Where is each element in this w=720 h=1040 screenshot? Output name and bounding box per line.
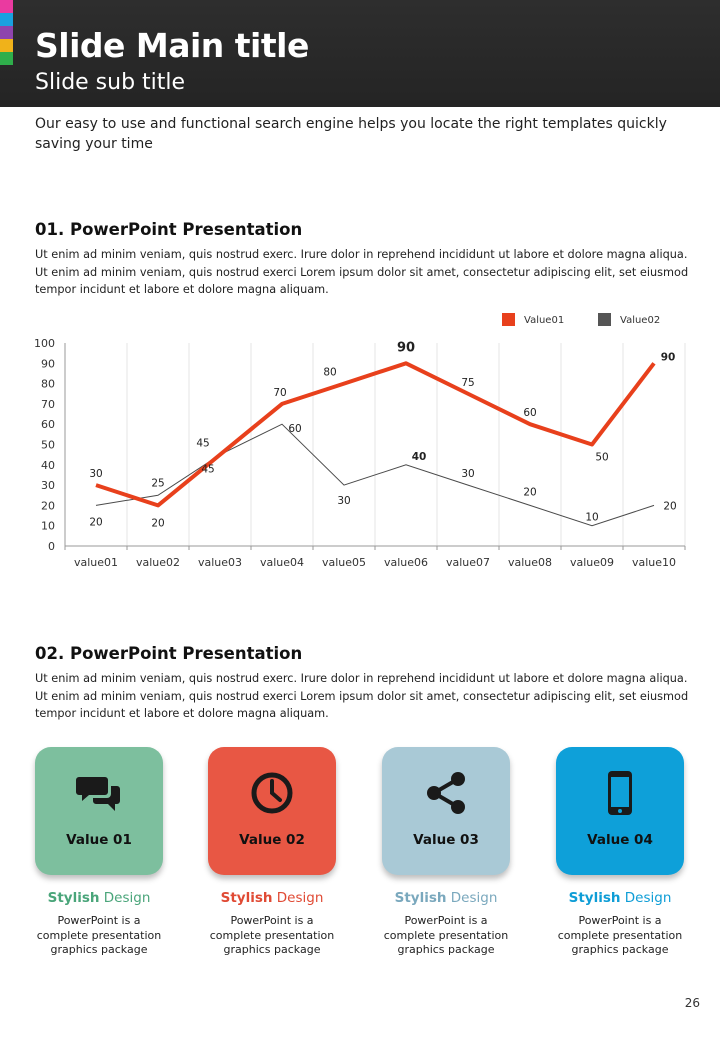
card-title-rest: Design (620, 890, 672, 906)
card-title-bold: Stylish (47, 890, 100, 906)
x-tick-label: value06 (383, 556, 429, 569)
card-title-rest: Design (99, 890, 151, 906)
line-chart (0, 300, 720, 580)
data-label-value-02: 30 (461, 468, 475, 481)
data-label-value-02: 45 (201, 463, 215, 476)
card-title-bold: Stylish (568, 890, 621, 906)
data-label-value-01: 20 (151, 517, 165, 530)
card-title (556, 890, 684, 906)
y-tick-label: 60 (41, 418, 55, 432)
data-label-value-02: 60 (288, 423, 302, 436)
x-tick-label: value01 (73, 556, 119, 569)
color-stripe (0, 39, 13, 52)
intro-text: Our easy to use and functional search engine helps you locate the right templates quickly saving your time (35, 116, 667, 152)
value-card-2 (208, 747, 336, 875)
slide-main-title: Slide Main title (35, 26, 309, 65)
card-label: Value 03 (413, 832, 479, 848)
legend-label-value-02: Value02 (620, 315, 661, 326)
y-tick-label: 70 (41, 397, 55, 411)
card-description: PowerPoint is a complete presentation graphics package (383, 914, 509, 956)
y-tick-label: 20 (41, 499, 55, 513)
section-2-title: 02. PowerPoint Presentation (35, 644, 303, 663)
slide-sub-title: Slide sub title (35, 70, 186, 95)
card-description: PowerPoint is a complete presentation graphics package (209, 914, 335, 956)
card-description: PowerPoint is a complete presentation graphics package (36, 914, 162, 956)
card-title-bold: Stylish (220, 890, 273, 906)
y-tick-label: 90 (41, 357, 55, 371)
section-2-text: Ut enim ad minim veniam, quis nostrud exerc. Irure dolor in reprehend incididunt ut labore et dolore magna aliqua. Ut enim ad minim veniam, quis nostrud exerci Lorem ipsum dolor sit amet, consectetur adipiscing elit, set eiusmod tempor incidunt et labore et dolore magna aliquam. (35, 672, 689, 720)
x-tick-label: value03 (197, 556, 243, 569)
y-tick-label: 0 (48, 540, 55, 553)
y-tick-label: 10 (41, 519, 55, 533)
share-icon (422, 769, 470, 817)
legend-label-value-01: Value01 (524, 315, 565, 326)
card-label: Value 01 (66, 832, 132, 848)
data-label-value-01: 90 (660, 351, 676, 364)
data-label-value-02: 20 (89, 516, 103, 529)
card-label: Value 02 (239, 832, 305, 848)
x-tick-label: value02 (135, 556, 181, 569)
card-title-rest: Design (446, 890, 498, 906)
data-label-value-01: 75 (461, 376, 475, 389)
value-card-3 (382, 747, 510, 875)
card-title (382, 890, 510, 906)
y-tick-label: 50 (41, 438, 55, 452)
data-label-value-02: 25 (151, 477, 165, 490)
data-label-value-02: 30 (337, 495, 351, 508)
x-tick-label: value09 (569, 556, 615, 569)
section-1-title: 01. PowerPoint Presentation (35, 220, 303, 239)
slide-header (0, 0, 720, 107)
card-title-rest: Design (272, 890, 324, 906)
page-number: 26 (684, 996, 700, 1010)
x-tick-label: value04 (259, 556, 305, 569)
data-label-value-01: 45 (196, 437, 210, 450)
card-description: PowerPoint is a complete presentation graphics package (557, 914, 683, 956)
x-tick-label: value10 (631, 556, 677, 569)
y-tick-label: 30 (41, 479, 55, 493)
data-label-value-01: 70 (273, 386, 287, 399)
data-label-value-02: 40 (411, 450, 427, 463)
color-stripes (0, 0, 13, 66)
data-label-value-02: 20 (523, 486, 537, 499)
data-label-value-01: 50 (595, 451, 609, 464)
y-tick-label: 100 (34, 337, 55, 350)
x-tick-label: value07 (445, 556, 491, 569)
x-tick-label: value05 (321, 556, 367, 569)
data-label-value-02: 20 (663, 500, 677, 513)
card-label: Value 04 (587, 832, 653, 848)
card-title-bold: Stylish (394, 890, 447, 906)
card-title (35, 890, 163, 906)
section-1-text: Ut enim ad minim veniam, quis nostrud exerc. Irure dolor in reprehend incididunt ut labore et dolore magna aliqua. Ut enim ad minim veniam, quis nostrud exerci Lorem ipsum dolor sit amet, consectetur adipiscing elit, set eiusmod tempor incidunt et labore et dolore magna aliquam. (35, 248, 689, 296)
data-label-value-01: 60 (523, 407, 537, 420)
smartphone-icon (596, 769, 644, 817)
x-tick-label: value08 (507, 556, 553, 569)
clock-icon (248, 769, 296, 817)
card-title (208, 890, 336, 906)
color-stripe (0, 0, 13, 13)
data-label-value-01: 80 (323, 366, 337, 379)
data-label-value-02: 10 (585, 511, 599, 524)
color-stripe (0, 26, 13, 39)
color-stripe (0, 13, 13, 26)
data-label-value-01: 90 (396, 340, 416, 356)
y-tick-label: 40 (41, 458, 55, 472)
value-card-4 (556, 747, 684, 875)
legend-swatch-value-02 (598, 313, 611, 326)
value-card-1 (35, 747, 163, 875)
y-tick-label: 80 (41, 377, 55, 391)
color-stripe (0, 52, 13, 65)
chat-bubbles-icon (75, 769, 123, 817)
legend-swatch-value-01 (502, 313, 515, 326)
data-label-value-01: 30 (89, 468, 103, 481)
